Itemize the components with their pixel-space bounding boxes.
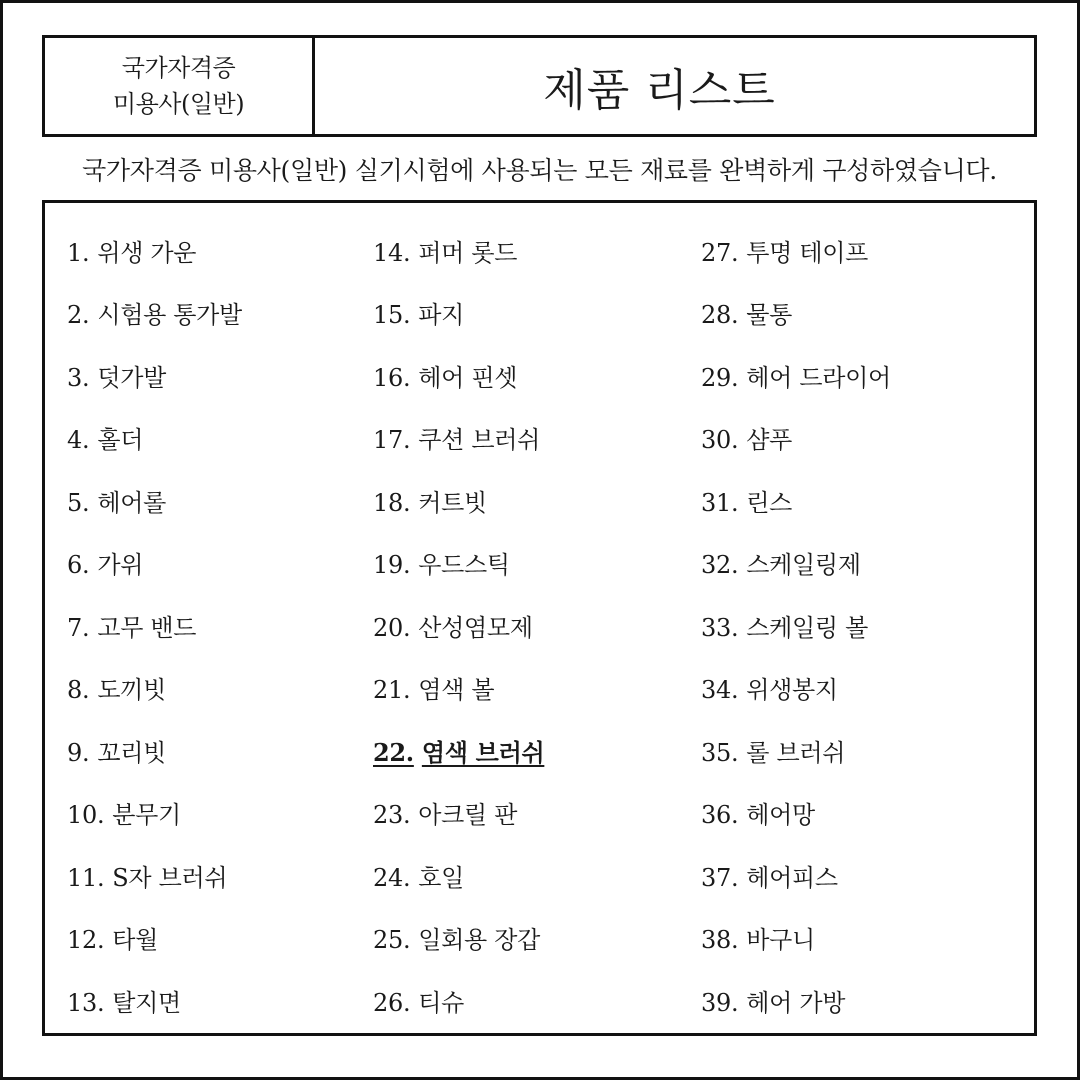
list-item-label: 스케일링제 (746, 551, 861, 580)
certification-line-1: 국가자격증 (121, 54, 236, 82)
list-item (373, 719, 673, 782)
list-item-number: 3. (67, 363, 90, 392)
list-item-label: 꼬리빗 (97, 738, 166, 767)
list-item-number: 34. (701, 676, 739, 705)
list-item-label: 린스 (746, 488, 793, 517)
page-title: 제품 리스트 (543, 65, 776, 116)
list-item-content (67, 983, 181, 1018)
list-item (67, 532, 367, 595)
list-item (701, 719, 1001, 782)
certification-label (45, 38, 315, 134)
list-item (701, 344, 1001, 407)
list-item (701, 469, 1001, 532)
list-item-label: 염색 브러쉬 (421, 737, 545, 767)
list-item-label: 투명 테이프 (746, 238, 869, 267)
list-item (373, 782, 673, 845)
list-item-content (373, 358, 517, 393)
list-item-content (701, 608, 868, 643)
list-item-label: 홀더 (97, 426, 144, 455)
list-item-label: 도끼빗 (97, 676, 166, 705)
list-item-number: 27. (701, 238, 739, 267)
list-item (701, 969, 1001, 1032)
list-item-label: 샴푸 (746, 426, 793, 455)
list-item (67, 844, 367, 907)
list-item-number: 30. (701, 426, 739, 455)
list-item-content (373, 795, 517, 830)
list-item-content (67, 358, 166, 393)
list-item-number: 10. (67, 801, 105, 830)
list-item (373, 219, 673, 282)
list-item (67, 344, 367, 407)
list-item-content (701, 545, 861, 580)
list-item (373, 532, 673, 595)
list-item-number: 21. (373, 676, 411, 705)
list-item-label: 타월 (112, 926, 159, 955)
list-item-number: 37. (701, 863, 739, 892)
list-item-number: 20. (373, 613, 411, 642)
list-item-label: 물통 (746, 301, 793, 330)
list-item-number: 17. (373, 426, 411, 455)
list-item-content (67, 545, 143, 580)
list-item-label: S자 브러쉬 (112, 863, 228, 892)
list-item (701, 844, 1001, 907)
list-item-number: 31. (701, 488, 739, 517)
list-item-content (701, 733, 845, 768)
list-item (373, 594, 673, 657)
list-item-content (373, 608, 533, 643)
list-item (67, 219, 367, 282)
list-item-label: 우드스틱 (418, 551, 510, 580)
product-column-3 (701, 219, 1001, 1032)
list-item-label: 헤어 드라이어 (746, 363, 891, 392)
list-item-label: 산성염모제 (418, 613, 533, 642)
list-item-number: 14. (373, 238, 411, 267)
list-item (701, 219, 1001, 282)
list-item (67, 407, 367, 470)
list-item-content (67, 608, 196, 643)
list-item-content (67, 858, 227, 893)
list-item-number: 23. (373, 801, 411, 830)
list-item-content (67, 295, 242, 330)
product-list (42, 200, 1037, 1036)
list-item-label: 가위 (97, 551, 144, 580)
list-item-label: 염색 볼 (418, 676, 495, 705)
list-item (67, 469, 367, 532)
list-item-content (701, 483, 792, 518)
list-item (373, 907, 673, 970)
list-item-number: 25. (373, 926, 411, 955)
list-item-number: 28. (701, 301, 739, 330)
list-item-number: 33. (701, 613, 739, 642)
list-item-label: 바구니 (746, 926, 815, 955)
list-item-label: 커트빗 (418, 488, 487, 517)
list-item-number: 5. (67, 488, 90, 517)
list-item-content (701, 983, 845, 1018)
list-item (67, 282, 367, 345)
list-item-number: 26. (373, 988, 411, 1017)
list-item-content (701, 233, 868, 268)
product-column-2 (373, 219, 673, 1032)
list-item-content (701, 858, 838, 893)
list-item-content (67, 733, 166, 768)
list-item-number: 15. (373, 301, 411, 330)
list-item (67, 594, 367, 657)
list-item-number: 19. (373, 551, 411, 580)
list-item-label: 분무기 (112, 801, 181, 830)
list-item-label: 롤 브러쉬 (746, 738, 846, 767)
list-item-content (67, 920, 158, 955)
list-item (373, 469, 673, 532)
list-item-content (701, 795, 815, 830)
list-item (67, 657, 367, 720)
list-item-number: 11. (67, 863, 105, 892)
list-item (67, 907, 367, 970)
list-item-number: 16. (373, 363, 411, 392)
description-text: 국가자격증 미용사(일반) 실기시험에 사용되는 모든 재료를 완벽하게 구성하였습니다. (82, 156, 997, 185)
certification-line-2: 미용사(일반) (112, 90, 245, 118)
list-item-label: 헤어망 (746, 801, 815, 830)
list-item (67, 969, 367, 1032)
list-item-label: 덧가발 (97, 363, 166, 392)
list-item-label: 헤어피스 (746, 863, 838, 892)
list-item (701, 532, 1001, 595)
list-item-label: 위생 가운 (97, 238, 197, 267)
list-item-number: 24. (373, 863, 411, 892)
list-item-label: 호일 (418, 863, 465, 892)
list-item-label: 위생봉지 (746, 676, 838, 705)
list-item-label: 일회용 장갑 (418, 926, 541, 955)
list-item-label: 쿠션 브러쉬 (418, 426, 541, 455)
list-item (373, 657, 673, 720)
list-item-number: 7. (67, 613, 90, 642)
list-item-number: 1. (67, 238, 90, 267)
list-item-content (373, 983, 464, 1018)
list-item-label: 헤어 핀셋 (418, 363, 518, 392)
list-item-content (373, 858, 464, 893)
list-item-number: 29. (701, 363, 739, 392)
list-item-number: 2. (67, 301, 90, 330)
list-item (373, 344, 673, 407)
list-item-content (373, 920, 540, 955)
list-item-number: 22. (373, 737, 414, 767)
list-item-label: 탈지면 (112, 988, 181, 1017)
list-item-content (67, 233, 196, 268)
list-item-number: 39. (701, 988, 739, 1017)
list-item (701, 407, 1001, 470)
list-item (373, 407, 673, 470)
list-item-number: 32. (701, 551, 739, 580)
list-item-number: 36. (701, 801, 739, 830)
list-item-content (67, 795, 181, 830)
list-item (701, 282, 1001, 345)
product-column-1 (67, 219, 367, 1032)
list-item-number: 38. (701, 926, 739, 955)
list-item (701, 594, 1001, 657)
list-item-content (373, 295, 464, 330)
list-item (701, 782, 1001, 845)
header-table (42, 35, 1037, 137)
list-item-label: 티슈 (418, 988, 465, 1017)
list-item (373, 969, 673, 1032)
list-item (373, 844, 673, 907)
list-item-content (373, 670, 494, 705)
list-item-content (67, 670, 166, 705)
list-item-label: 스케일링 볼 (746, 613, 869, 642)
list-item-content (373, 545, 510, 580)
list-item-number: 12. (67, 926, 105, 955)
list-item-content (373, 483, 487, 518)
list-item-label: 파지 (418, 301, 465, 330)
list-item-content (373, 233, 517, 268)
list-item-number: 8. (67, 676, 90, 705)
list-item-label: 헤어롤 (97, 488, 166, 517)
list-item-number: 9. (67, 738, 90, 767)
list-item-number: 13. (67, 988, 105, 1017)
list-item (701, 657, 1001, 720)
list-item-number: 35. (701, 738, 739, 767)
list-item-content (701, 420, 792, 455)
list-item-content (67, 483, 166, 518)
list-item (701, 907, 1001, 970)
list-item-label: 고무 밴드 (97, 613, 197, 642)
list-item-number: 4. (67, 426, 90, 455)
list-item (67, 782, 367, 845)
list-item (373, 282, 673, 345)
list-item-content (701, 295, 792, 330)
list-item-content (373, 420, 540, 455)
list-item-label: 아크릴 판 (418, 801, 518, 830)
list-item-number: 18. (373, 488, 411, 517)
list-item (67, 719, 367, 782)
list-item-content (701, 358, 891, 393)
list-item-number: 6. (67, 551, 90, 580)
list-item-content (373, 733, 544, 768)
list-item-content (701, 670, 838, 705)
list-item-content (67, 420, 143, 455)
list-item-label: 헤어 가방 (746, 988, 846, 1017)
list-item-content (701, 920, 815, 955)
list-item-label: 퍼머 롯드 (418, 238, 518, 267)
list-item-label: 시험용 통가발 (97, 301, 242, 330)
